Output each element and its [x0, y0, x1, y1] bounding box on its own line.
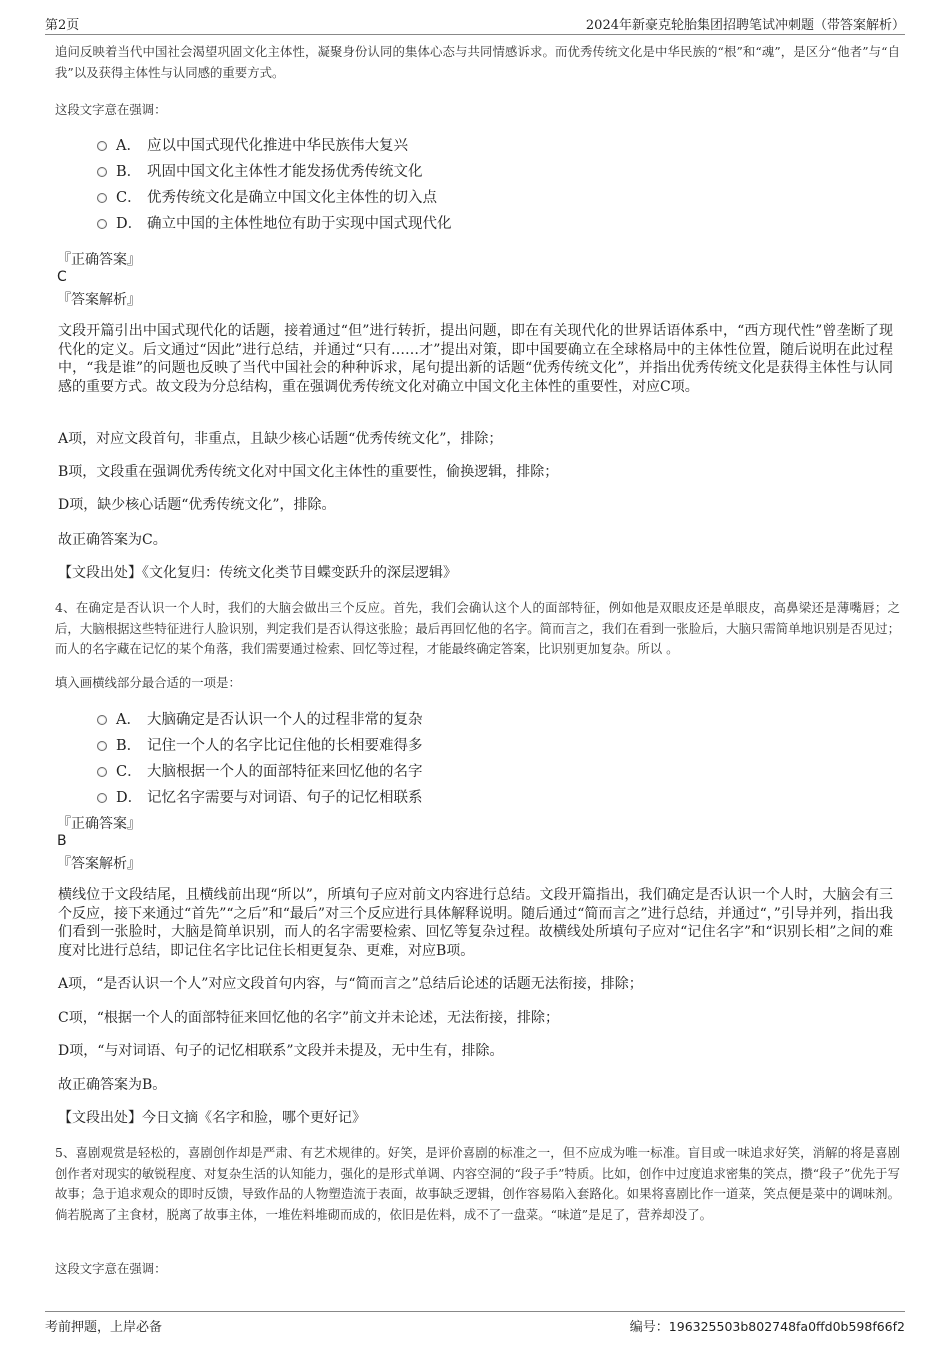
question-3-option-a[interactable] — [97, 134, 408, 155]
option-letter: A． — [116, 138, 141, 154]
document-code — [630, 1316, 905, 1335]
analysis-label: 『答案解析』 — [57, 292, 141, 308]
option-letter: C． — [116, 190, 142, 206]
question-4-option-d[interactable] — [97, 786, 423, 807]
question-5-stem: 这段文字意在强调： — [55, 1261, 167, 1276]
analysis-paragraph: A项，“是否认识一个人”对应文段首句内容，与“简而言之”总结后论述的话题无法衔接，排除； — [58, 976, 643, 992]
question-3-passage: 追问反映着当代中国社会渴望巩固文化主体性，凝聚身份认同的集体心态与共同情感诉求。而优秀传统文化是中华民族的“根”和“魂”，是区分“他者”与“自我”以及获得主体性与认同感的重要方式。 — [55, 44, 900, 80]
page-header — [45, 12, 905, 35]
question-3-option-d[interactable] — [97, 212, 452, 233]
option-text: 确立中国的主体性地位有助于实现中国式现代化 — [147, 216, 452, 232]
radio-icon[interactable] — [97, 767, 107, 777]
question-4-passage: 4、在确定是否认识一个人时，我们的大脑会做出三个反应。首先，我们会确认这个人的面部特征，例如他是双眼皮还是单眼皮，高鼻梁还是薄嘴唇；之后，大脑根据这些特征进行人脸识别，判定我们是否认得这张脸；最后再回忆他的名字。简而言之，我们在看到一张脸后，大脑只需简单地识别是否见过；而人的名字藏在记忆的某个角落，我们需要通过检索、回忆等过程，才能最终确定答案，比识别更加复杂。所以 。 — [55, 600, 900, 656]
analysis-label: 『答案解析』 — [57, 856, 141, 872]
footer-slogan: 考前押题，上岸必备 — [45, 1320, 163, 1335]
code-value: 196325503b802748fa0ffd0b598f66f2 — [668, 1319, 905, 1334]
correct-answer-label: 『正确答案』 — [57, 252, 141, 268]
question-4-option-a[interactable] — [97, 708, 423, 729]
option-text: 大脑确定是否认识一个人的过程非常的复杂 — [147, 712, 423, 728]
code-label: 编号： — [629, 1320, 669, 1335]
option-text: 记住一个人的名字比记住他的长相要难得多 — [147, 738, 423, 754]
radio-icon[interactable] — [97, 741, 107, 751]
correct-answer: C — [57, 269, 67, 285]
correct-answer: B — [57, 833, 67, 849]
analysis-paragraph: 横线位于文段结尾，且横线前出现“所以”，所填句子应对前文内容进行总结。文段开篇指出，我们确定是否认识一个人时，大脑会有三个反应，接下来通过“首先”“之后”和“最后”对三个反应进行具体解释说明。随后通过“简而言之”进行总结，并通过“，”引导并列，指出我们看到一张脸时，大脑是简单识别，而人的名字需要检索、回忆等复杂过程。故横线处所填句子应对“记住名字”和“识别长相”之间的难度对比进行总结，即记住名字比记住长相更复杂、更难，对应B项。 — [58, 887, 893, 959]
question-5-passage: 5、喜剧观赏是轻松的，喜剧创作却是严肃、有艺术规律的。好笑，是评价喜剧的标准之一，但不应成为唯一标准。盲目或一味追求好笑，消解的将是喜剧创作者对现实的敏锐程度、对复杂生活的认知能力，强化的是形式单调、内容空洞的“段子手”特质。比如，创作中过度追求密集的笑点，攒“段子”优先于写故事；急于追求观众的即时反馈，导致作品的人物塑造流于表面，故事缺乏逻辑，创作容易陷入套路化。如果将喜剧比作一道菜，笑点便是菜中的调味剂。倘若脱离了主食材，脱离了故事主体，一堆佐料堆砌而成的，依旧是佐料，成不了一盘菜。“味道”是足了，营养却没了。 — [55, 1145, 900, 1222]
analysis-paragraph: B项，文段重在强调优秀传统文化对中国文化主体性的重要性，偷换逻辑，排除； — [58, 464, 559, 480]
passage-source: 【文段出处】《文化复归：传统文化类节目蝶变跃升的深层逻辑》 — [58, 565, 457, 581]
radio-icon[interactable] — [97, 141, 107, 151]
question-4-option-c[interactable] — [97, 760, 423, 781]
option-text: 应以中国式现代化推进中华民族伟大复兴 — [147, 138, 408, 154]
analysis-conclusion: 故正确答案为B。 — [58, 1077, 167, 1093]
option-letter: D． — [116, 790, 143, 806]
analysis-paragraph: 文段开篇引出中国式现代化的话题，接着通过“但”进行转折，提出问题，即在有关现代化的世界话语体系中，“西方现代性”曾垄断了现代化的定义。后文通过“因此”进行总结，并通过“只有……才”提出对策，即中国要确立在全球格局中的主体性位置，随后说明在此过程中，“我是谁”的问题也反映了当代中国社会的种种诉求，尾句提出新的话题“优秀传统文化”，并指出优秀传统文化是获得主体性与认同感的重要方式。故文段为分总结构，重在强调优秀传统文化对确立中国文化主体性的重要性，对应C项。 — [58, 323, 893, 395]
option-letter: A． — [116, 712, 141, 728]
page-footer — [45, 1311, 905, 1335]
option-letter: D． — [116, 216, 143, 232]
analysis-paragraph: C项，“根据一个人的面部特征来回忆他的名字”前文并未论述，无法衔接，排除； — [58, 1010, 560, 1026]
passage-source: 【文段出处】今日文摘《名字和脸，哪个更好记》 — [58, 1110, 366, 1126]
radio-icon[interactable] — [97, 219, 107, 229]
option-text: 优秀传统文化是确立中国文化主体性的切入点 — [147, 190, 437, 206]
page-number: 第2页 — [45, 18, 80, 33]
correct-answer-label: 『正确答案』 — [57, 816, 141, 832]
analysis-paragraph: D项，“与对词语、句子的记忆相联系”文段并未提及，无中生有，排除。 — [58, 1043, 504, 1059]
analysis-paragraph: D项，缺少核心话题“优秀传统文化”，排除。 — [58, 497, 336, 513]
radio-icon[interactable] — [97, 715, 107, 725]
question-4-stem: 填入画横线部分最合适的一项是： — [55, 675, 241, 690]
question-3-option-b[interactable] — [97, 160, 423, 181]
option-letter: C． — [116, 764, 142, 780]
option-text: 大脑根据一个人的面部特征来回忆他的名字 — [147, 764, 423, 780]
option-text: 记忆名字需要与对词语、句子的记忆相联系 — [147, 790, 423, 806]
option-letter: B． — [116, 164, 142, 180]
analysis-conclusion: 故正确答案为C。 — [58, 532, 167, 548]
radio-icon[interactable] — [97, 167, 107, 177]
radio-icon[interactable] — [97, 193, 107, 203]
option-text: 巩固中国文化主体性才能发扬优秀传统文化 — [147, 164, 423, 180]
question-3-option-c[interactable] — [97, 186, 437, 207]
option-letter: B． — [116, 738, 142, 754]
analysis-paragraph: A项，对应文段首句，非重点，且缺少核心话题“优秀传统文化”，排除； — [58, 431, 503, 447]
question-3-stem: 这段文字意在强调： — [55, 102, 167, 117]
document-title: 2024年新豪克轮胎集团招聘笔试冲刺题（带答案解析） — [585, 18, 905, 33]
question-4-option-b[interactable] — [97, 734, 423, 755]
radio-icon[interactable] — [97, 793, 107, 803]
